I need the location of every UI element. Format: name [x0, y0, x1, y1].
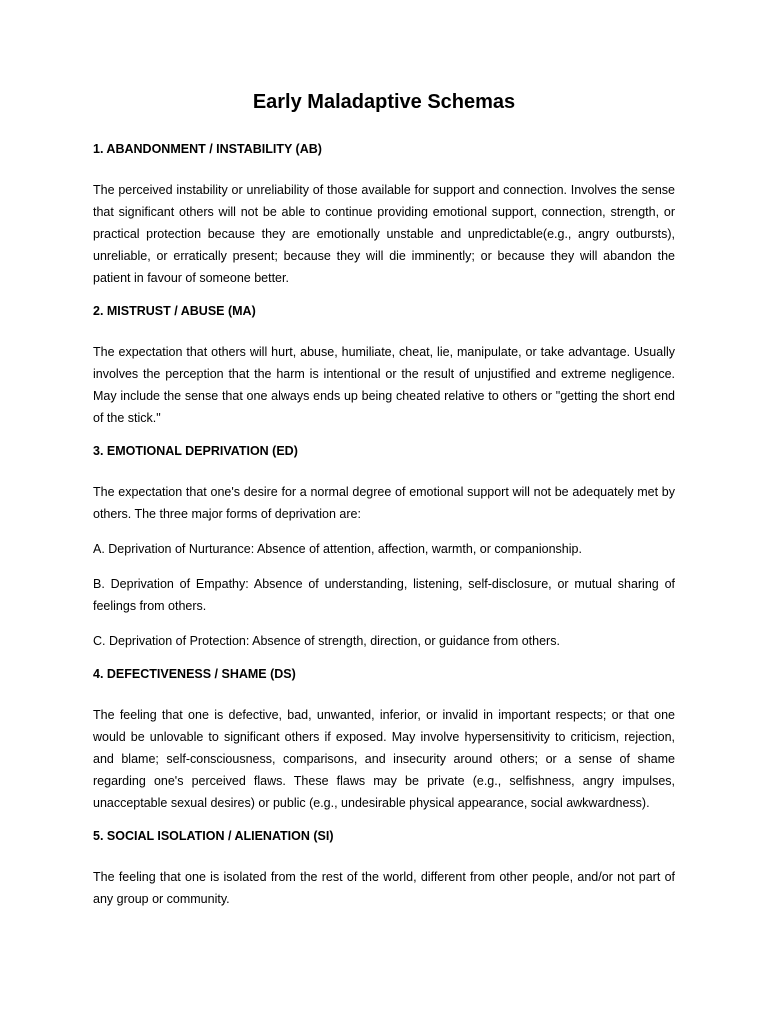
section-heading: 5. SOCIAL ISOLATION / ALIENATION (SI): [93, 829, 334, 843]
section-emotional-deprivation: [93, 442, 675, 652]
section-paragraph: The expectation that others will hurt, abuse, humiliate, cheat, lie, manipulate, or take advantage. Usually involves the perception that the harm is intentional or the result of unjustified and extreme negligence. May include the sense that one always ends up being cheated relative to others or "getting the short end of the stick.": [93, 345, 675, 425]
section-paragraph: The feeling that one is defective, bad, unwanted, inferior, or invalid in important respects; or that one would be unlovable to significant others if exposed. May involve hypersensitivity to criticism, rejection, and blame; self-consciousness, comparisons, and insecurity around others; or a sense of shame regarding one's perceived flaws. These flaws may be private (e.g., selfishness, angry impulses, unacceptable sexual desires) or public (e.g., undesirable physical appearance, social awkwardness).: [93, 708, 675, 810]
document-content: [93, 88, 675, 923]
section-paragraph: C. Deprivation of Protection: Absence of strength, direction, or guidance from others.: [93, 634, 560, 648]
section-paragraph: A. Deprivation of Nurturance: Absence of attention, affection, warmth, or companionship.: [93, 542, 582, 556]
section-heading: 2. MISTRUST / ABUSE (MA): [93, 304, 256, 318]
section-paragraph: B. Deprivation of Empathy: Absence of understanding, listening, self-disclosure, or mutual sharing of feelings from others.: [93, 577, 675, 613]
section-abandonment: [93, 140, 675, 289]
section-paragraph: The feeling that one is isolated from the rest of the world, different from other people, and/or not part of any group or community.: [93, 870, 675, 906]
page-title: Early Maladaptive Schemas: [252, 91, 516, 113]
section-social-isolation: [93, 827, 675, 910]
section-heading: 3. EMOTIONAL DEPRIVATION (ED): [93, 444, 298, 458]
section-mistrust: [93, 302, 675, 429]
section-heading: 4. DEFECTIVENESS / SHAME (DS): [93, 667, 296, 681]
section-heading: 1. ABANDONMENT / INSTABILITY (AB): [93, 142, 322, 156]
section-defectiveness: [93, 665, 675, 814]
section-paragraph: The expectation that one's desire for a normal degree of emotional support will not be adequately met by others. The three major forms of deprivation are:: [93, 485, 675, 521]
section-paragraph: The perceived instability or unreliability of those available for support and connection. Involves the sense that significant others will not be able to continue providing emotional support, connection, strength, or practical protection because they are emotionally unstable and unpredictable(e.g., angry outbursts), unreliable, or erratically present; because they will die imminently; or because they will abandon the patient in favour of someone better.: [93, 183, 675, 285]
